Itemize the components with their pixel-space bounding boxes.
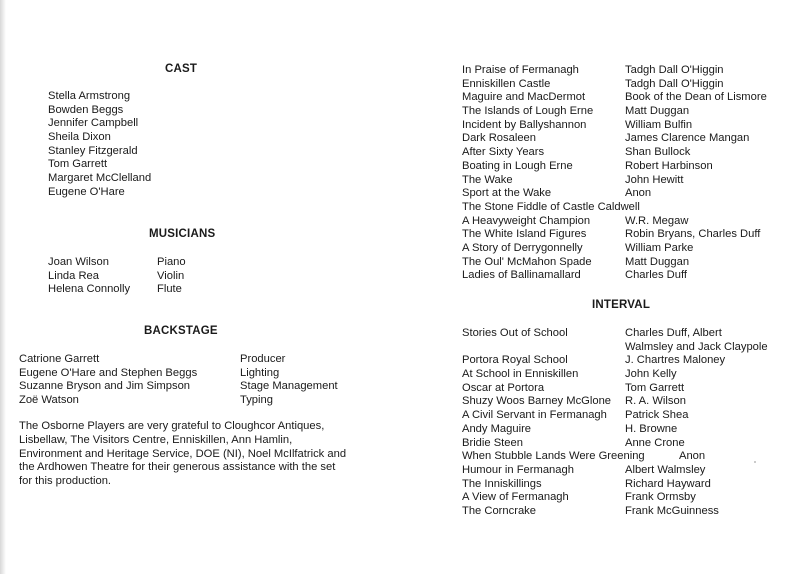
page-edge-shadow: [0, 0, 6, 574]
backstage-heading: BACKSTAGE: [144, 325, 218, 337]
cast-heading: CAST: [165, 63, 198, 75]
musicians-heading: MUSICIANS: [149, 228, 216, 240]
acknowledgement-paragraph: The Osborne Players are very grateful to Cloughcor Antiques, Lisbellaw, The Visitors Centre, Enniskillen, Ann Hamlin, Environment and Heritage Service, DOE (NI), Noel McIlfatrick and the Ardhowen Theatre for their generous assistance with the set for this production.: [19, 420, 347, 488]
interval-heading: INTERVAL: [592, 299, 651, 311]
paper-speck: [754, 461, 756, 463]
